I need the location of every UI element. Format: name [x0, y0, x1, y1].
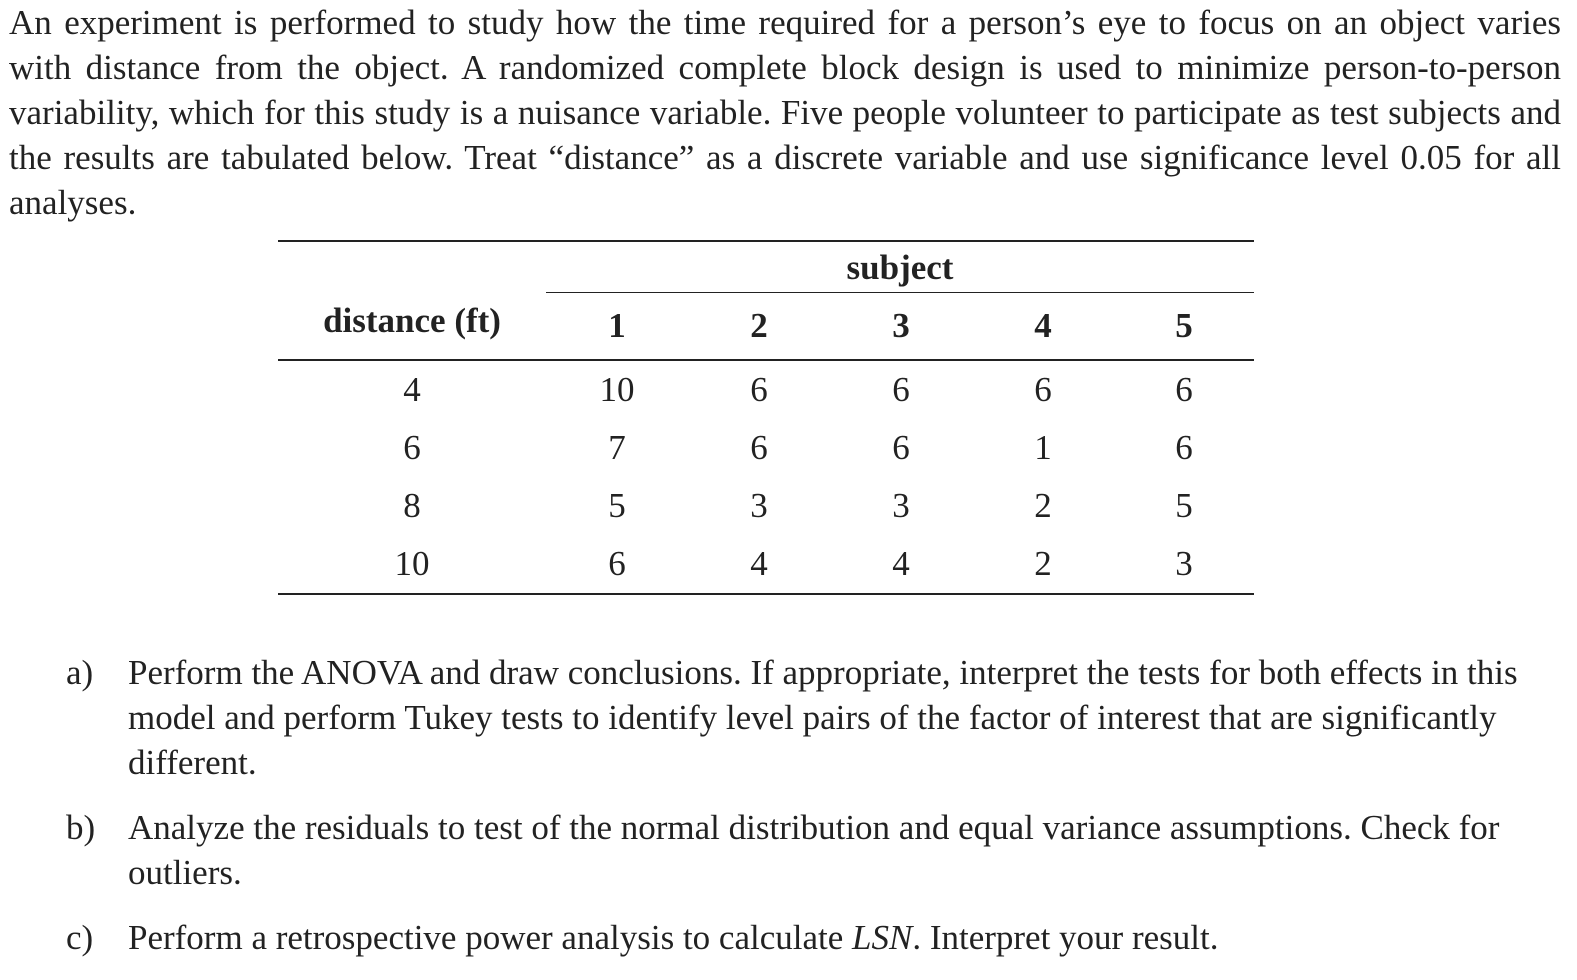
value-cell: 6 — [1034, 369, 1052, 409]
subject-column-header: 3 — [830, 293, 972, 360]
subject-column-header: 5 — [1114, 293, 1254, 360]
question-text-after: . Interpret your result. — [912, 918, 1219, 957]
value-cell: 6 — [546, 535, 688, 594]
value-cell: 10 — [599, 369, 635, 409]
table-row — [278, 477, 1254, 535]
subject-group-header: subject — [546, 242, 1254, 293]
group-header-spacer — [278, 242, 546, 293]
value-cell: 6 — [750, 427, 768, 467]
problem-statement: An experiment is performed to study how the time required for a person’s eye to focus on an object varies with distance from the object. A randomized complete block design is used to minimize person-to-person variability, which for this study is a nuisance variable. Five people volunteer to participate as test subjects and the results are tabulated below. Treat “distance” as a discrete variable and use significance level 0.05 for all analyses. — [9, 3, 1561, 222]
question-text-before: Perform a retrospective power analysis to calculate — [128, 918, 853, 957]
question-text: Perform the ANOVA and draw conclusions. If appropriate, interpret the tests for both effects in this model and perform Tukey tests to identify level pairs of the factor of interest that are significantly different. — [128, 653, 1518, 782]
value-cell: 6 — [1175, 427, 1193, 467]
value-cell: 3 — [1114, 535, 1254, 594]
value-cell: 6 — [892, 369, 910, 409]
question-list — [66, 650, 1536, 980]
table-row — [278, 535, 1254, 594]
value-cell: 5 — [1175, 485, 1193, 525]
value-cell: 6 — [750, 369, 768, 409]
lsn-term: LSN — [852, 918, 913, 957]
value-cell: 6 — [892, 427, 910, 467]
distance-cell: 10 — [278, 535, 546, 594]
table-row — [278, 360, 1254, 419]
value-cell: 2 — [1034, 485, 1052, 525]
value-cell: 4 — [688, 535, 830, 594]
value-cell: 7 — [608, 427, 626, 467]
question-item — [66, 915, 1536, 960]
subject-column-header: 1 — [546, 293, 688, 360]
distance-cell: 6 — [403, 427, 421, 467]
distance-cell: 8 — [403, 485, 421, 525]
question-item — [66, 650, 1536, 785]
question-text: Analyze the residuals to test of the normal distribution and equal variance assumptions. Check for outliers. — [128, 808, 1500, 892]
value-cell: 1 — [1034, 427, 1052, 467]
question-label: a) — [66, 653, 94, 692]
subject-column-header: 2 — [688, 293, 830, 360]
question-label: c) — [66, 918, 94, 957]
value-cell: 4 — [830, 535, 972, 594]
value-cell: 2 — [972, 535, 1114, 594]
question-item — [66, 805, 1536, 895]
subject-column-header: 4 — [972, 293, 1114, 360]
table-row — [278, 419, 1254, 477]
value-cell: 6 — [1175, 369, 1193, 409]
data-table — [278, 240, 1254, 595]
distance-column-header: distance (ft) — [278, 293, 546, 360]
question-text — [128, 915, 1536, 960]
value-cell: 3 — [892, 485, 910, 525]
question-label: b) — [66, 808, 96, 847]
value-cell: 3 — [750, 485, 768, 525]
distance-cell: 4 — [403, 369, 421, 409]
value-cell: 5 — [608, 485, 626, 525]
